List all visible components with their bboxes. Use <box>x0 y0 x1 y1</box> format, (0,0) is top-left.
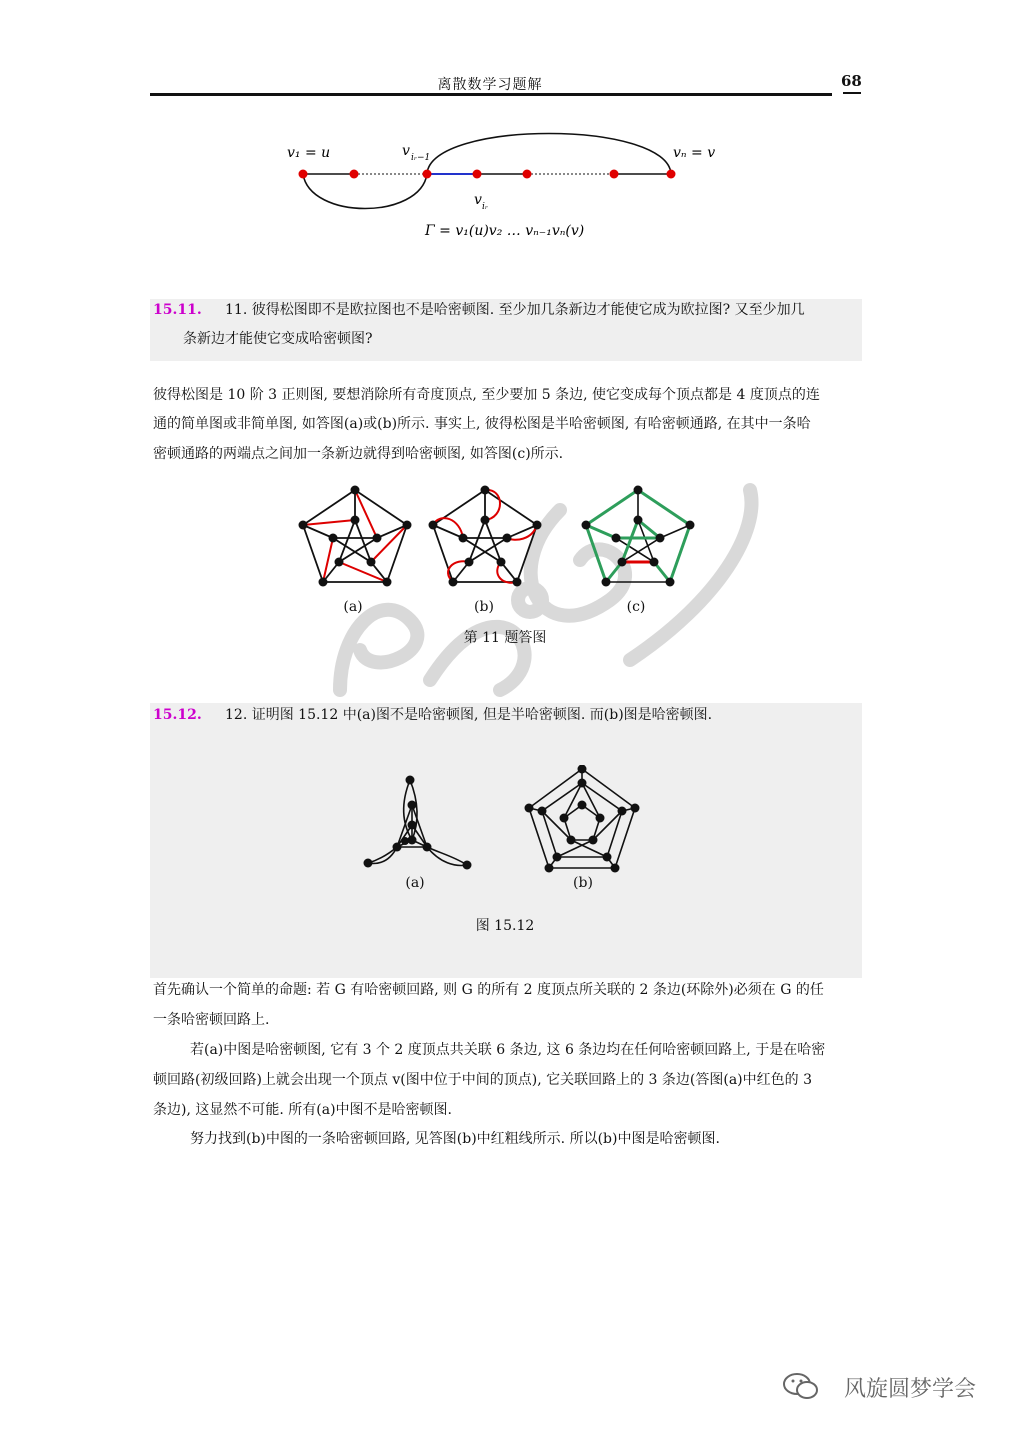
answer-11-label-c: (c) <box>626 599 646 615</box>
watermark-text: 风旋圆梦学会 <box>843 1377 976 1402</box>
answer-12-p2-line1: 若(a)中图是哈密顿图, 它有 3 个 2 度顶点共关联 6 条边, 这 6 条边均在任何哈密顿回路上, 于是在哈密 <box>190 1042 826 1058</box>
problem-12-label-b: (b) <box>573 875 593 891</box>
petersen-b <box>429 486 542 587</box>
answer-11-line1: 彼得松图是 10 阶 3 正则图, 要想消除所有奇度顶点, 至少要加 5 条边, 使它变成每个顶点都是 4 度顶点的连 <box>153 387 820 403</box>
figure-15-12-caption: 图 15.12 <box>475 918 535 934</box>
answer-12-p3-line1: 努力找到(b)中图的一条哈密顿回路, 见答图(b)中红粗线所示. 所以(b)中图是哈密顿图. <box>190 1131 720 1147</box>
answer-12-p2-line3: 条边), 这显然不可能. 所有(a)中图不是哈密顿图. <box>153 1102 452 1118</box>
answer-12-p1-line1: 首先确认一个简单的命题: 若 G 有哈密顿回路, 则 G 的所有 2 度顶点所关联的 2 条边(环除外)必须在 G 的任 <box>153 982 824 998</box>
answer-11-caption: 第 11 题答图 <box>463 630 547 646</box>
answer-11-label-b: (b) <box>474 599 494 615</box>
problem-12-number: 15.12. <box>153 707 202 723</box>
problem-12-text: 12. 证明图 15.12 中(a)图不是哈密顿图, 但是半哈密顿图. 而(b)图是哈密顿图. <box>225 707 713 723</box>
problem-12-label-a: (a) <box>405 875 425 891</box>
problem-11-line1: 11. 彼得松图即不是欧拉图也不是哈密顿图. 至少加几条新边才能使它成为欧拉图? 又至少加几 <box>225 302 805 318</box>
petersen-a <box>299 486 412 587</box>
label-vn: vₙ = v <box>673 145 716 161</box>
problem-11-line2: 条新边才能使它变成哈密顿图? <box>183 331 373 347</box>
problem-11-number: 15.11. <box>153 302 202 318</box>
answer-11-label-a: (a) <box>343 599 363 615</box>
header-title: 离散数学习题解 <box>437 77 543 93</box>
header-rule <box>150 93 832 96</box>
answer-12-p1-line2: 一条哈密顿回路上. <box>153 1012 270 1028</box>
figure-15-12-a <box>368 780 467 865</box>
figure-15-12 <box>355 765 675 885</box>
wechat-icon <box>782 1370 822 1402</box>
path-arc-upper <box>427 134 671 175</box>
answer-12-p2-line2: 顿回路(初级回路)上就会出现一个顶点 v(图中位于中间的顶点), 它关联回路上的 3 条边(答图(a)中红色的 3 <box>153 1072 813 1088</box>
path-formula: Γ = v₁(u)v₂ … vₙ₋₁vₙ(v) <box>425 223 585 239</box>
page-number: 68 <box>841 72 862 90</box>
label-vi-minus-sub: iᵣ−1 <box>411 153 431 163</box>
page-number-rule <box>843 92 861 94</box>
figure-15-12-b <box>525 765 640 873</box>
answer-11-line3: 密顿通路的两端点之间加一条新边就得到哈密顿图, 如答图(c)所示. <box>153 446 564 462</box>
label-v1: v₁ = u <box>287 145 331 161</box>
label-vi-minus: v <box>402 143 410 159</box>
label-vi: v <box>474 192 482 208</box>
label-vi-sub: iᵣ <box>482 202 489 212</box>
petersen-c <box>582 486 695 587</box>
hamilton-path-figure <box>0 130 1011 250</box>
answer-11-line2: 通的简单图或非简单图, 如答图(a)或(b)所示. 事实上, 彼得松图是半哈密顿图, 有哈密顿通路, 在其中一条哈 <box>153 416 811 432</box>
path-arc-lower <box>303 174 427 209</box>
